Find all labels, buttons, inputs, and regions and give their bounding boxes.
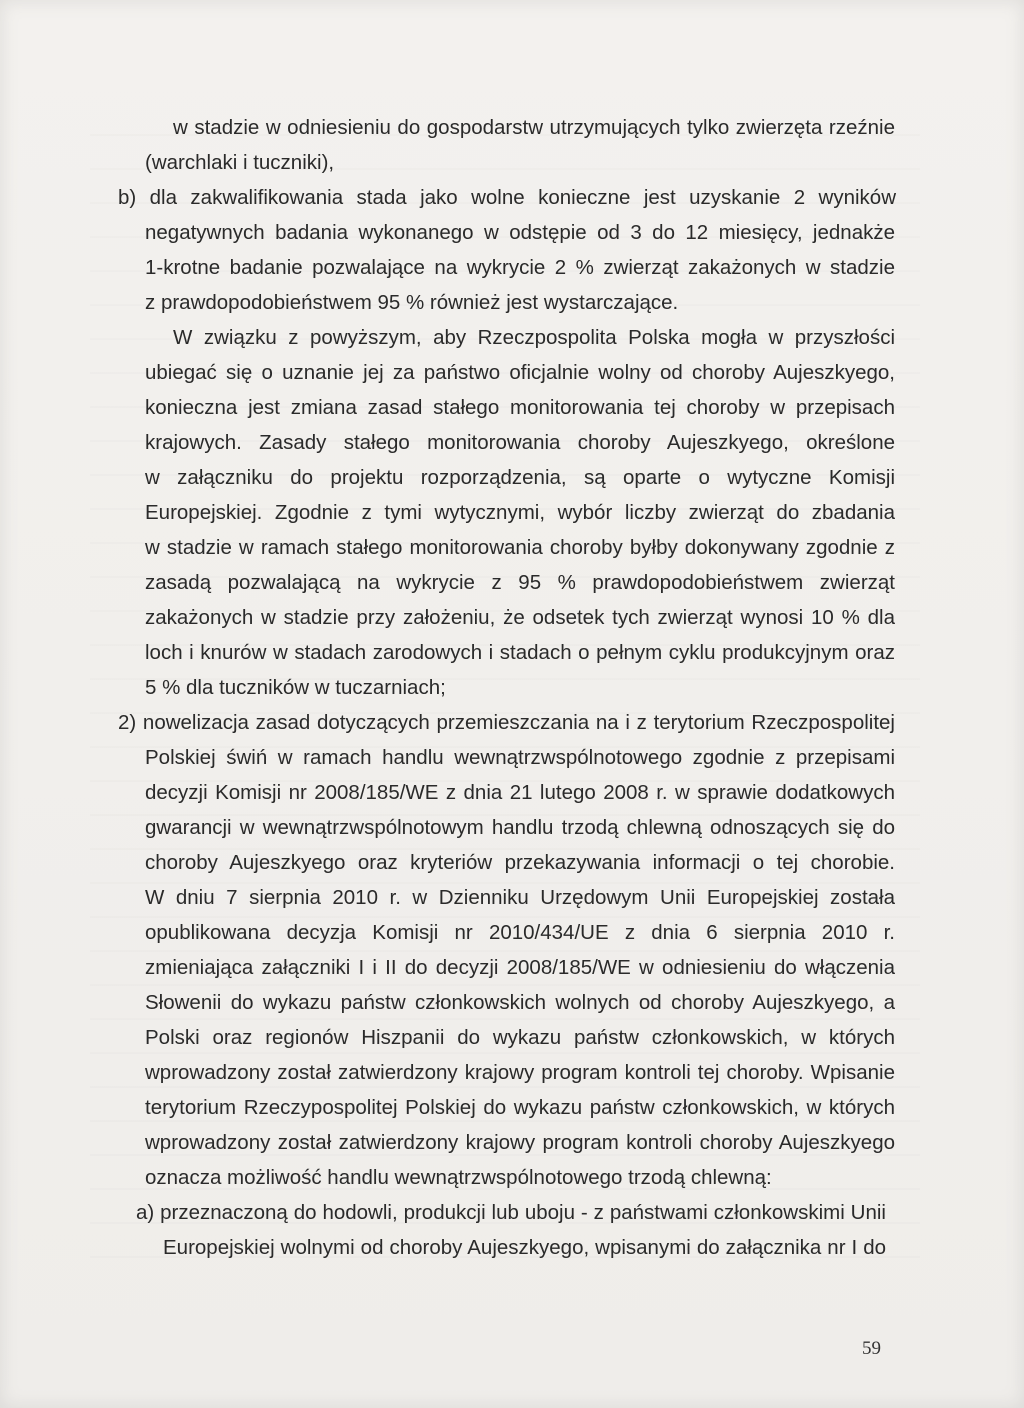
text-line: terytorium Rzeczypospolitej Polskiej do wykazu państw członkowskich, w których — [145, 1096, 895, 1119]
text-line: 1-krotne badanie pozwalające na wykrycie 2 % zwierząt zakażonych w stadzie — [145, 256, 895, 279]
text-line: oznacza możliwość handlu wewnątrzwspólnotowego trzodą chlewną: — [145, 1166, 772, 1189]
text-line: loch i knurów w stadach zarodowych i stadach o pełnym cyklu produkcyjnym oraz — [145, 641, 895, 664]
text-line: W związku z powyższym, aby Rzeczpospolita Polska mogła w przyszłości — [173, 326, 895, 349]
text-line: zakażonych w stadzie przy założeniu, że odsetek tych zwierząt wynosi 10 % dla — [145, 606, 895, 629]
text-line: Polski oraz regionów Hiszpanii do wykazu państw członkowskich, w których — [145, 1026, 895, 1049]
text-line: negatywnych badania wykonanego w odstępie od 3 do 12 miesięcy, jednakże — [145, 221, 895, 244]
text-line: gwarancji w wewnątrzwspólnotowym handlu trzodą chlewną odnoszących się do — [145, 816, 895, 839]
text-line: Europejskiej wolnymi od choroby Aujeszkyego, wpisanymi do załącznika nr I do — [163, 1236, 886, 1259]
text-line: w załączniku do projektu rozporządzenia, są oparte o wytyczne Komisji — [145, 466, 895, 489]
text-line: wprowadzony został zatwierdzony krajowy program kontroli choroby Aujeszkyego — [145, 1131, 895, 1154]
text-line: zasadą pozwalającą na wykrycie z 95 % prawdopodobieństwem zwierząt — [145, 571, 895, 594]
text-line: z prawdopodobieństwem 95 % również jest wystarczające. — [145, 291, 679, 314]
text-line: Słowenii do wykazu państw członkowskich wolnych od choroby Aujeszkyego, a — [145, 991, 895, 1014]
text-line: Europejskiej. Zgodnie z tymi wytycznymi, wybór liczby zwierząt do zbadania — [145, 501, 895, 524]
text-line: konieczna jest zmiana zasad stałego monitorowania tej choroby w przepisach — [145, 396, 895, 419]
page-number: 59 — [862, 1338, 881, 1359]
text-line: zmieniająca załączniki I i II do decyzji 2008/185/WE w odniesieniu do włączenia — [145, 956, 895, 979]
text-line: W dniu 7 sierpnia 2010 r. w Dzienniku Urzędowym Unii Europejskiej została — [145, 886, 895, 909]
text-line: Polskiej świń w ramach handlu wewnątrzwspólnotowego zgodnie z przepisami — [145, 746, 895, 769]
text-line: b) dla zakwalifikowania stada jako wolne konieczne jest uzyskanie 2 wyników — [118, 186, 896, 209]
text-line: decyzji Komisji nr 2008/185/WE z dnia 21 lutego 2008 r. w sprawie dodatkowych — [145, 781, 895, 804]
text-line: krajowych. Zasady stałego monitorowania choroby Aujeszkyego, określone — [145, 431, 895, 454]
text-line: choroby Aujeszkyego oraz kryteriów przekazywania informacji o tej chorobie. — [145, 851, 895, 874]
text-line: wprowadzony został zatwierdzony krajowy program kontroli tej choroby. Wpisanie — [145, 1061, 895, 1084]
text-line: ubiegać się o uznanie jej za państwo oficjalnie wolny od choroby Aujeszkyego, — [145, 361, 895, 384]
text-line: a) przeznaczoną do hodowli, produkcji lub uboju - z państwami członkowskimi Unii — [136, 1201, 886, 1224]
text-line: 5 % dla tuczników w tuczarniach; — [145, 676, 446, 699]
text-line: opublikowana decyzja Komisji nr 2010/434/UE z dnia 6 sierpnia 2010 r. — [145, 921, 895, 944]
text-line: 2) nowelizacja zasad dotyczących przemieszczania na i z terytorium Rzeczpospolitej — [118, 711, 895, 734]
text-line: (warchlaki i tuczniki), — [145, 151, 335, 174]
text-line: w stadzie w ramach stałego monitorowania choroby byłby dokonywany zgodnie z — [145, 536, 895, 559]
text-line: w stadzie w odniesieniu do gospodarstw utrzymujących tylko zwierzęta rzeźnie — [173, 116, 895, 139]
